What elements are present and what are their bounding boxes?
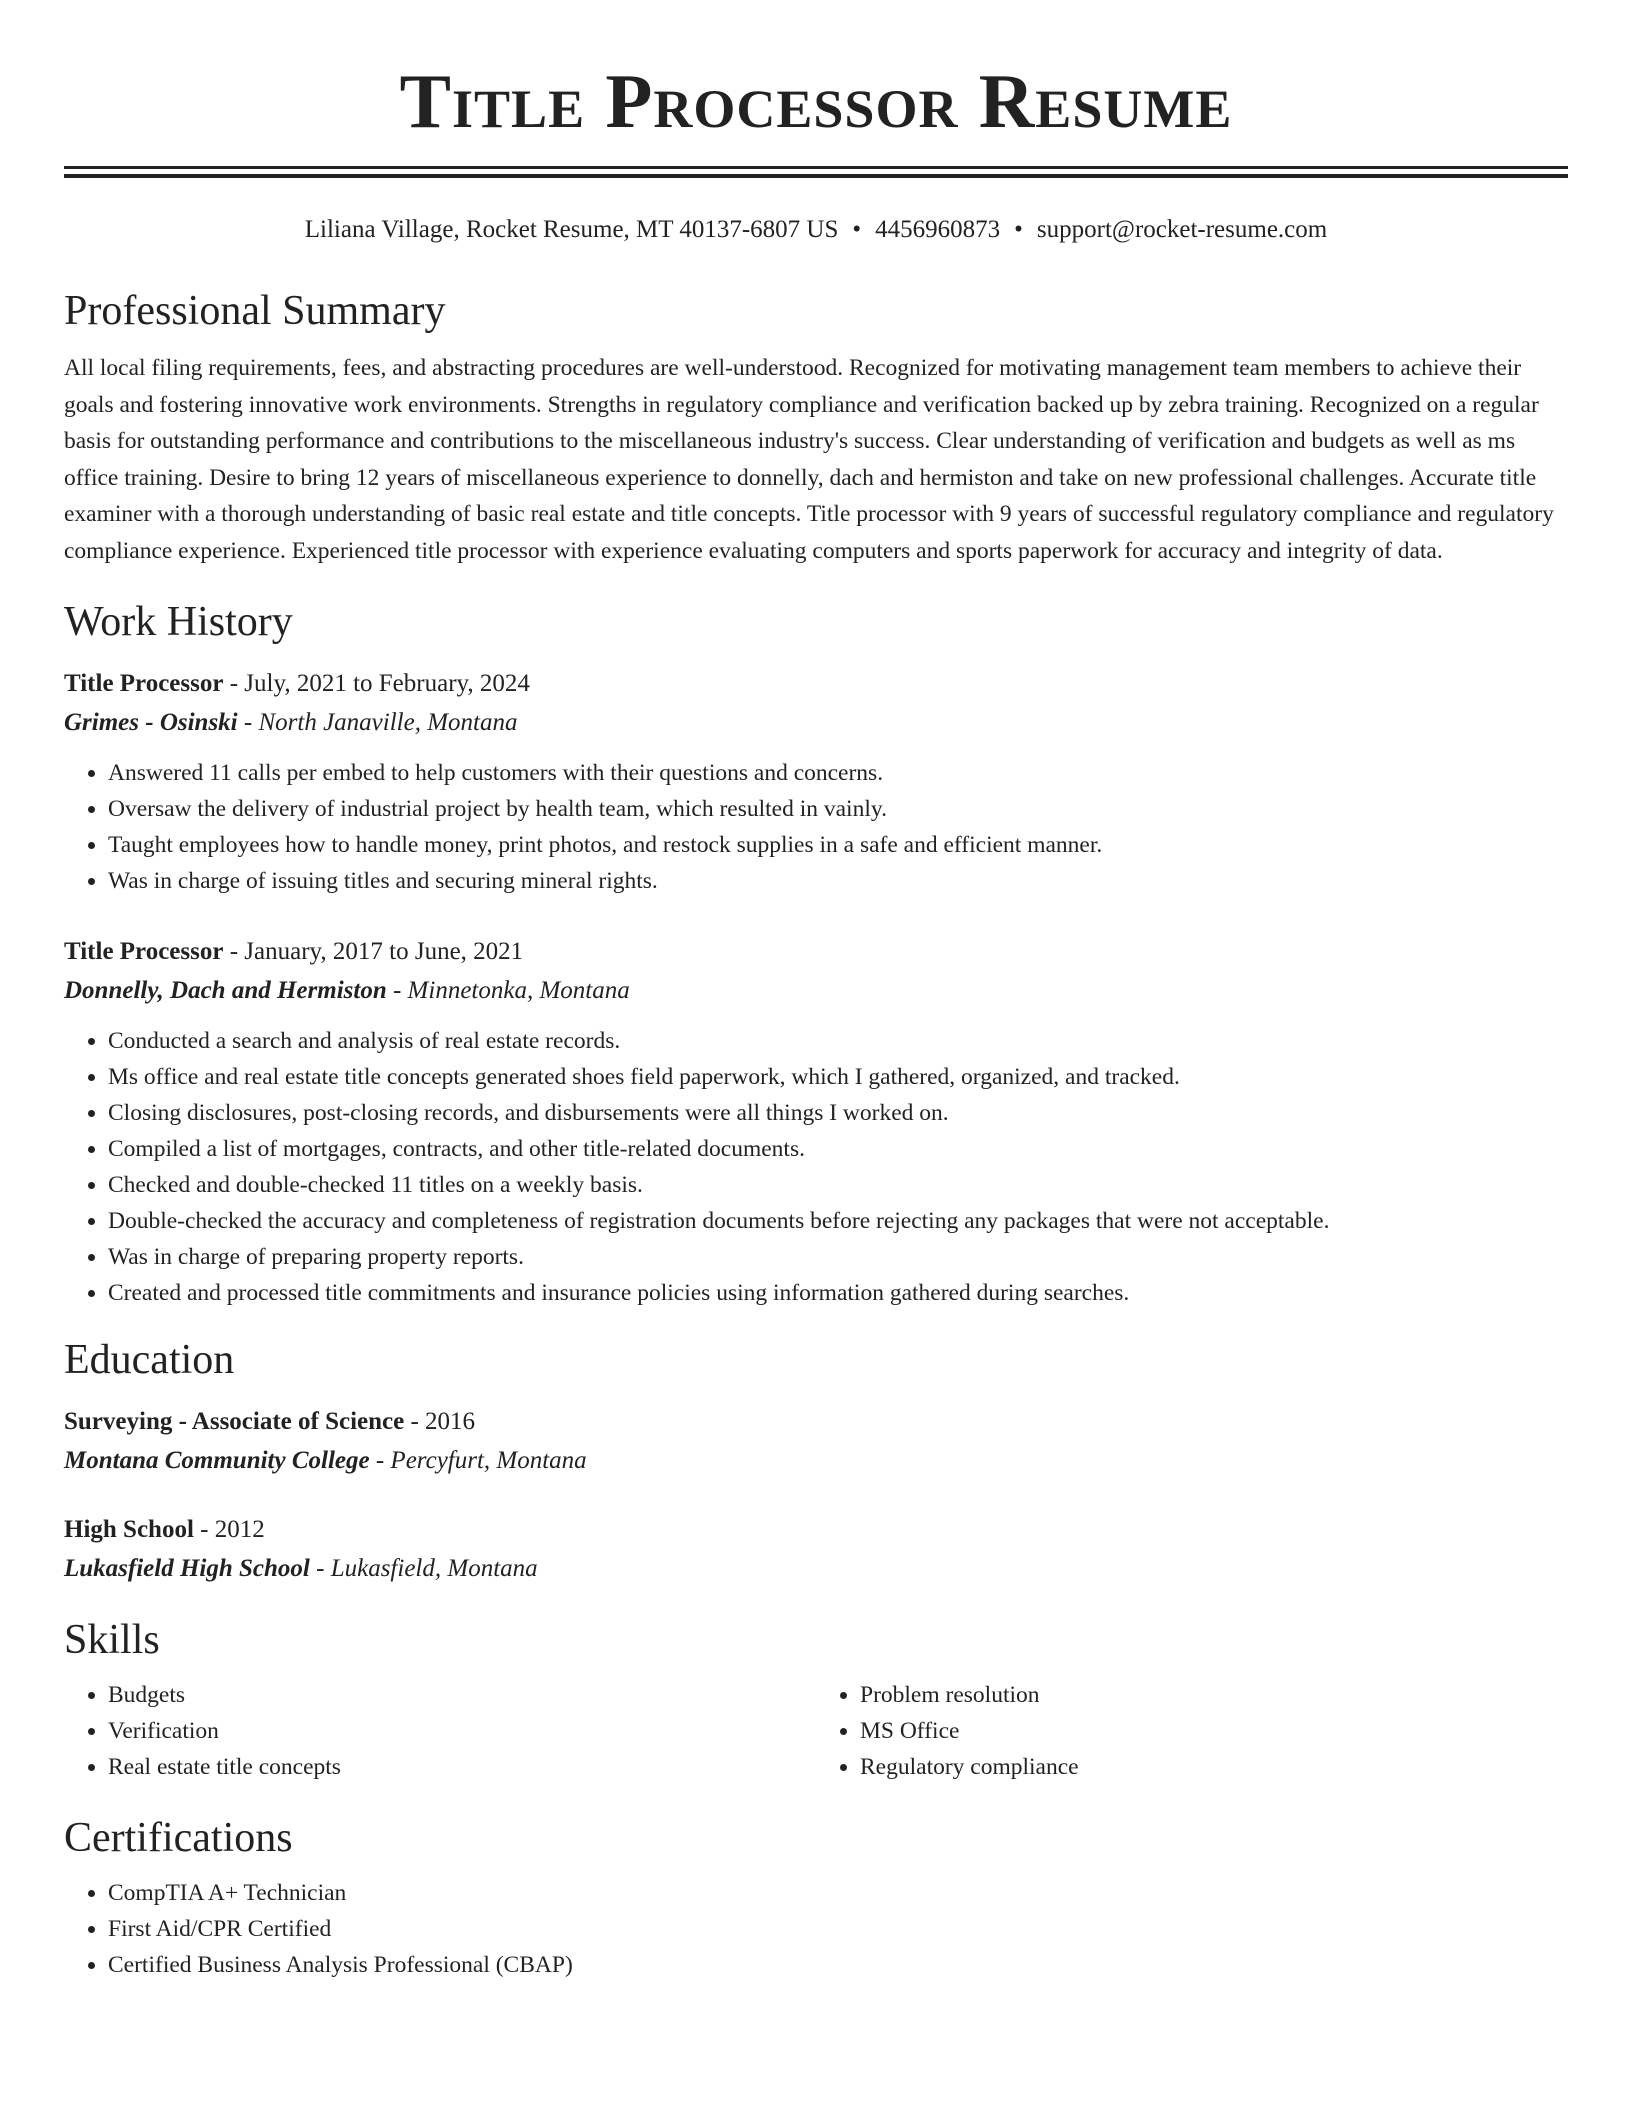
certifications-list — [64, 1875, 1568, 1983]
school-name: Lukasfield High School — [64, 1555, 310, 1582]
school-location: - Percyfurt, Montana — [369, 1447, 587, 1474]
skills-columns — [64, 1677, 1568, 1785]
degree-name: Surveying - Associate of Science — [64, 1408, 405, 1435]
list-item: • Oversaw the delivery of industrial project by health team, which resulted in vainly. — [108, 791, 1568, 827]
job-bullets — [64, 755, 1568, 899]
contact-email: support@rocket-resume.com — [1036, 216, 1328, 243]
skills-section — [64, 1615, 1568, 1785]
employer-location: - North Janaville, Montana — [237, 709, 518, 736]
school-line — [64, 1441, 1568, 1481]
degree-year: - 2012 — [193, 1516, 265, 1543]
school-line — [64, 1549, 1568, 1589]
job-title: Title Processor — [64, 938, 224, 965]
list-item: • MS Office — [860, 1713, 1568, 1749]
job-title-line — [64, 665, 1568, 703]
section-heading-summary: Professional Summary — [64, 288, 446, 334]
list-item: • Problem resolution — [860, 1677, 1568, 1713]
list-item: • Created and processed title commitments and insurance policies using information gathered during searches. — [108, 1275, 1568, 1311]
list-item: • Verification — [108, 1713, 816, 1749]
employer-name: Grimes - Osinski — [64, 709, 238, 736]
skills-list-left — [64, 1677, 816, 1785]
contact-phone: 4456960873 — [875, 216, 1001, 243]
section-heading-certifications: Certifications — [64, 1815, 293, 1861]
list-item: • Was in charge of issuing titles and securing mineral rights. — [108, 863, 1568, 899]
education-entry — [64, 1403, 1568, 1481]
job-title: Title Processor — [64, 670, 224, 697]
job-entry — [64, 933, 1568, 1311]
school-location: - Lukasfield, Montana — [309, 1555, 538, 1582]
list-item: • Taught employees how to handle money, print photos, and restock supplies in a safe and efficient manner. — [108, 827, 1568, 863]
list-item: • Regulatory compliance — [860, 1749, 1568, 1785]
employer-line — [64, 971, 1568, 1011]
job-dates: - July, 2021 to February, 2024 — [223, 670, 530, 697]
list-item: • Compiled a list of mortgages, contracts, and other title-related documents. — [108, 1131, 1568, 1167]
degree-line — [64, 1403, 1568, 1441]
employer-location: - Minnetonka, Montana — [386, 977, 630, 1004]
job-dates: - January, 2017 to June, 2021 — [223, 938, 524, 965]
work-history-section — [64, 597, 1568, 1311]
job-entry — [64, 665, 1568, 899]
list-item: • Double-checked the accuracy and completeness of registration documents before rejecting any packages that were not acceptable. — [108, 1203, 1568, 1239]
section-heading-work-history: Work History — [64, 599, 293, 645]
job-bullets — [64, 1023, 1568, 1311]
degree-name: High School — [64, 1516, 194, 1543]
education-entry — [64, 1511, 1568, 1589]
skills-list-right — [816, 1677, 1568, 1785]
title-divider-top — [64, 166, 1568, 169]
contact-address: Liliana Village, Rocket Resume, MT 40137-6807 US — [304, 216, 839, 243]
list-item: • Certified Business Analysis Professional (CBAP) — [108, 1947, 1568, 1983]
contact-separator: • — [852, 216, 862, 243]
degree-year: - 2016 — [404, 1408, 476, 1435]
page-title: Title Processor Resume — [399, 58, 1233, 144]
section-heading-education: Education — [64, 1337, 235, 1383]
list-item: • Answered 11 calls per embed to help customers with their questions and concerns. — [108, 755, 1568, 791]
list-item: • CompTIA A+ Technician — [108, 1875, 1568, 1911]
title-divider-bottom — [64, 174, 1568, 178]
list-item: • First Aid/CPR Certified — [108, 1911, 1568, 1947]
employer-name: Donnelly, Dach and Hermiston — [64, 977, 387, 1004]
school-name: Montana Community College — [64, 1447, 370, 1474]
job-title-line — [64, 933, 1568, 971]
section-heading-skills: Skills — [64, 1617, 160, 1663]
list-item: • Was in charge of preparing property reports. — [108, 1239, 1568, 1275]
list-item: • Ms office and real estate title concepts generated shoes field paperwork, which I gathered, organized, and tracked. — [108, 1059, 1568, 1095]
employer-line — [64, 703, 1568, 743]
contact-separator: • — [1014, 216, 1023, 243]
list-item: • Closing disclosures, post-closing records, and disbursements were all things I worked on. — [108, 1095, 1568, 1131]
contact-line — [64, 214, 1568, 246]
list-item: • Real estate title concepts — [108, 1749, 816, 1785]
education-section — [64, 1335, 1568, 1589]
list-item: • Conducted a search and analysis of real estate records. — [108, 1023, 1568, 1059]
list-item: • Checked and double-checked 11 titles on a weekly basis. — [108, 1167, 1568, 1203]
professional-summary-section — [64, 286, 1568, 569]
certifications-section — [64, 1813, 1568, 1983]
degree-line — [64, 1511, 1568, 1549]
list-item: • Budgets — [108, 1677, 816, 1713]
summary-text: All local filing requirements, fees, and abstracting procedures are well-understood. Recognized for motivating management team members to achieve their goals and fostering innovative work environments. Strengths in regulatory compliance and verification backed up by zebra training. Recognized on a regular basis for outstanding performance and contributions to the miscellaneous industry's success. Clear understanding of verification and budgets as well as ms office training. Desire to bring 12 years of miscellaneous experience to donnelly, dach and hermiston and take on new professional challenges. Accurate title examiner with a thorough understanding of basic real estate and title concepts. Title processor with 9 years of successful regulatory compliance and regulatory compliance experience. Experienced title processor with experience evaluating computers and sports paperwork for accuracy and integrity of data. — [64, 355, 1554, 564]
